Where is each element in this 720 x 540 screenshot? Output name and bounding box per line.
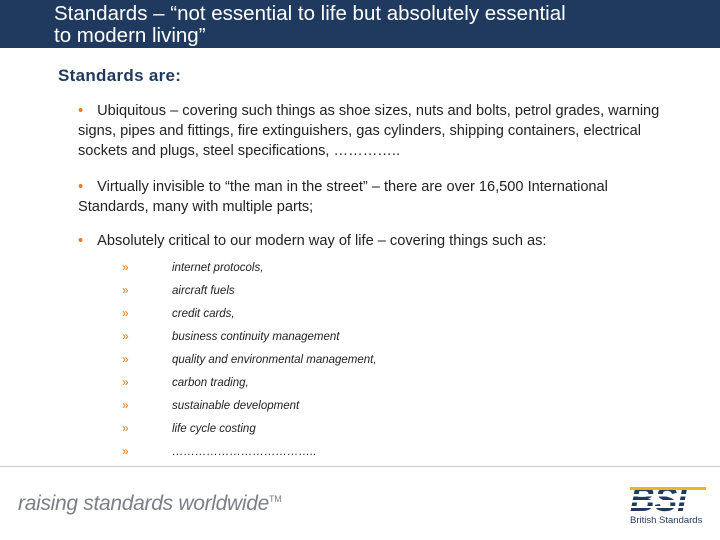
bullet-text: Absolutely critical to our modern way of life – covering things such as: [97,233,547,249]
sub-item-text: carbon trading, [172,377,249,389]
sub-item [122,421,256,435]
sub-item [122,306,235,320]
sub-item [122,283,235,297]
slide-title: Standards – “not essential to life but absolutely essential to modern living” [54,2,566,47]
sub-marker: » [122,283,129,297]
tagline-text: raising standards worldwide [18,492,270,515]
sub-marker: » [122,329,129,343]
sub-item [122,398,299,412]
sub-item-text: sustainable development [172,400,300,412]
sub-item [122,260,263,274]
bullet-marker: • [78,179,84,195]
logo-caption: British Standards [630,515,703,526]
sub-item-text: quality and environmental management, [172,354,377,366]
sub-item [122,375,249,389]
sub-marker: » [122,444,129,458]
sub-item-text: credit cards, [172,308,235,320]
sub-marker: » [122,352,129,366]
bsi-logo-letters [630,481,706,519]
subheading: Standards are: [58,66,182,85]
bullet-marker: • [78,233,84,249]
footer-divider [0,466,720,467]
sub-item-text: aircraft fuels [172,285,235,297]
bullet-1 [78,101,678,161]
sub-item-text: internet protocols, [172,262,264,274]
sub-item-text: ……………………………….. [172,446,317,458]
sub-item [122,444,316,458]
sub-marker: » [122,306,129,320]
sub-item-text: business continuity management [172,331,340,343]
bullet-2 [78,177,678,217]
sub-marker: » [122,375,129,389]
tagline [18,492,281,516]
trademark-mark: TM [269,494,282,504]
sub-marker: » [122,260,129,274]
sub-item [122,329,340,343]
bullet-text: Ubiquitous – covering such things as shoe sizes, nuts and bolts, petrol grades, warning signs, pipes and fittings, fire extinguishers, gas cylinders, shipping containers, electrical sockets and plugs, steel specifications, ………….. [78,103,660,159]
sub-item [122,352,377,366]
bullet-marker: • [78,103,84,119]
sub-marker: » [122,421,129,435]
bullet-3 [78,231,678,251]
sub-marker: » [122,398,129,412]
sub-item-text: life cycle costing [172,423,256,435]
bullet-text: Virtually invisible to “the man in the street” – there are over 16,500 International Standards, many with multiple parts; [78,179,608,215]
